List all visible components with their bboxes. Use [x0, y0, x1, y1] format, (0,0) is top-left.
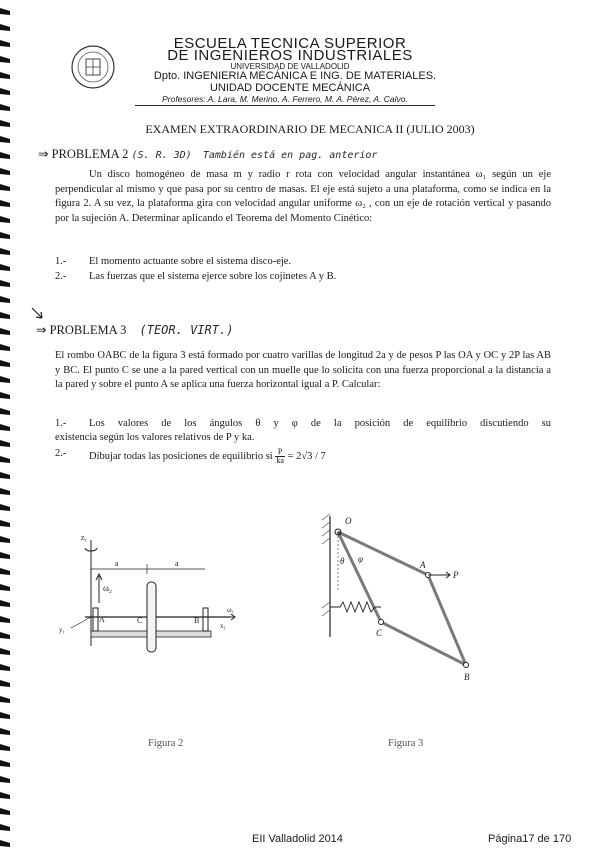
binding-ring: [0, 648, 10, 655]
fig3-label-P: P: [453, 570, 459, 580]
binding-ring: [0, 808, 10, 815]
exam-title: EXAMEN EXTRAORDINARIO DE MECANICA II (JULIO 2003): [145, 122, 475, 136]
university-name: UNIVERSIDAD DE VALLADOLID: [230, 62, 350, 71]
problem2-item1-text: El momento actuante sobre el sistema disco-eje.: [89, 256, 292, 267]
problem2-item2-num: 2.-: [55, 271, 67, 282]
footer-left: EII Valladolid 2014: [252, 833, 343, 845]
binding-ring: [0, 184, 10, 191]
binding-ring: [0, 200, 10, 207]
footer-right: Página17 de 170: [488, 833, 572, 845]
problem3-item1-line2: existencia según los valores relativos de P y ka.: [55, 432, 255, 443]
binding-ring: [0, 248, 10, 255]
problem2-handwritten-note: También está en pag. anterior: [202, 150, 378, 161]
problem3-item2: [89, 448, 326, 465]
handwritten-arrow-icon: [30, 306, 46, 322]
binding-ring: [0, 232, 10, 239]
spiral-binding: [0, 0, 14, 848]
binding-ring: [0, 8, 10, 15]
binding-ring: [0, 776, 10, 783]
binding-ring: [0, 696, 10, 703]
binding-ring: [0, 744, 10, 751]
figure3-caption: Figura 3: [388, 738, 424, 749]
figure2-diagram: [55, 528, 245, 663]
problem2-heading: [38, 146, 377, 162]
fig2-label-a-left: a: [115, 559, 119, 568]
binding-ring: [0, 24, 10, 31]
binding-ring: [0, 216, 10, 223]
problem3-item2-text: Dibujar todas las posiciones de equilibrio si: [89, 450, 273, 462]
fig2-label-a-right: a: [175, 559, 179, 568]
binding-ring: [0, 520, 10, 527]
problem3-item2-num: 2.-: [55, 448, 67, 459]
binding-ring: [0, 728, 10, 735]
fig3-label-B: B: [464, 672, 470, 682]
binding-ring: [0, 456, 10, 463]
arrow-icon: ⇒: [38, 147, 49, 161]
figure3-diagram: [318, 512, 508, 687]
fig2-label-y1: y₁: [59, 626, 65, 634]
binding-ring: [0, 488, 10, 495]
fig3-label-A: A: [420, 560, 426, 570]
binding-ring: [0, 616, 10, 623]
problem2-item2-text: Las fuerzas que el sistema ejerce sobre los cojinetes A y B.: [89, 271, 337, 282]
problem3-item1-line1: Los valores de los ángulos θ y φ de la posición de equilibrio discutiendo su: [89, 418, 551, 429]
binding-ring: [0, 376, 10, 383]
binding-ring: [0, 472, 10, 479]
binding-ring: [0, 440, 10, 447]
binding-ring: [0, 56, 10, 63]
binding-ring: [0, 104, 10, 111]
problem2-handwritten-ref: (S. R. 3D): [131, 150, 192, 161]
ratio-fraction: [275, 448, 285, 465]
binding-ring: [0, 408, 10, 415]
ratio-value: = 2√3 / 7: [287, 450, 326, 462]
fig3-label-theta: θ: [340, 556, 345, 566]
department-name: Dpto. INGENIERIA MECÁNICA E ING. DE MATERIALES.: [153, 70, 437, 82]
problem2-label: PROBLEMA 2: [51, 147, 129, 161]
binding-ring: [0, 40, 10, 47]
fig2-label-A: A: [99, 615, 105, 624]
binding-ring: [0, 712, 10, 719]
problem2-statement: Un disco homogéneo de masa m y radio r rota con velocidad angular instantánea ω₁ según un eje perpendicular al mismo y que pasa por su centro de masas. El eje está sujeto a una plataforma, como se indica en la figura 2. A su vez, la plataforma gira con velocidad angular uniforme ω₂ , con un eje de rotación vertical y pasando por la sujeción A. Determinar aplicando el Teorema del Momento Cinético:: [55, 169, 551, 224]
problem3-label: PROBLEMA 3: [49, 323, 127, 337]
ratio-numerator: P: [277, 447, 283, 456]
problem3-item1-num: 1.-: [55, 418, 67, 429]
fig2-label-x1: x₁: [220, 622, 226, 630]
binding-ring: [0, 536, 10, 543]
binding-ring: [0, 632, 10, 639]
fig3-label-C: C: [376, 628, 383, 638]
arrow-icon: ⇒: [36, 323, 47, 337]
unit-name: UNIDAD DOCENTE MECÁNICA: [209, 82, 371, 94]
problem3-heading: [36, 322, 233, 338]
binding-ring: [0, 344, 10, 351]
binding-ring: [0, 760, 10, 767]
binding-ring: [0, 72, 10, 79]
binding-ring: [0, 88, 10, 95]
binding-ring: [0, 584, 10, 591]
binding-ring: [0, 120, 10, 127]
fig3-label-O: O: [345, 516, 352, 526]
binding-ring: [0, 664, 10, 671]
binding-ring: [0, 264, 10, 271]
fig2-label-omega1: ω₁: [227, 606, 235, 614]
binding-ring: [0, 328, 10, 335]
fig2-label-z1: z₁: [81, 533, 88, 542]
figure2-caption: Figura 2: [148, 738, 184, 749]
fig2-label-omega2: ω₂: [103, 583, 113, 593]
problem3-statement: El rombo OABC de la figura 3 está formado por cuatro varillas de longitud 2a y de pesos P las OA y OC y 2P las AB y BC. El punto C se une a la pared vertical con un muelle que lo solicita con una fuerza proporcional a la distancia a la pared y sobre el punto A se aplica una fuerza horizontal igual a P. Calcular:: [55, 350, 551, 390]
binding-ring: [0, 152, 10, 159]
binding-ring: [0, 824, 10, 831]
binding-ring: [0, 392, 10, 399]
binding-ring: [0, 296, 10, 303]
problem2-item1-num: 1.-: [55, 256, 67, 267]
problem3-handwritten-ref: (TEOR. VIRT.): [139, 323, 234, 337]
binding-ring: [0, 792, 10, 799]
binding-ring: [0, 680, 10, 687]
fig2-label-C: C: [137, 616, 143, 625]
binding-ring: [0, 168, 10, 175]
binding-ring: [0, 136, 10, 143]
binding-ring: [0, 600, 10, 607]
binding-ring: [0, 312, 10, 319]
school-name-line2: DE INGENIEROS INDUSTRIALES: [167, 47, 413, 64]
fig2-label-B: B: [194, 616, 200, 625]
fig3-label-phi: φ: [358, 554, 363, 564]
teachers-line: Profesores: A. Lara, M. Merino, A. Ferrero, M. A. Pérez, A. Calvo.: [135, 94, 435, 106]
binding-ring: [0, 568, 10, 575]
school-name-line1: ESCUELA TECNICA SUPERIOR: [173, 35, 407, 52]
binding-ring: [0, 504, 10, 511]
university-seal-logo: [70, 44, 116, 90]
ratio-denominator: ka: [276, 456, 284, 465]
binding-ring: [0, 552, 10, 559]
binding-ring: [0, 360, 10, 367]
binding-ring: [0, 280, 10, 287]
binding-ring: [0, 840, 10, 847]
binding-ring: [0, 424, 10, 431]
